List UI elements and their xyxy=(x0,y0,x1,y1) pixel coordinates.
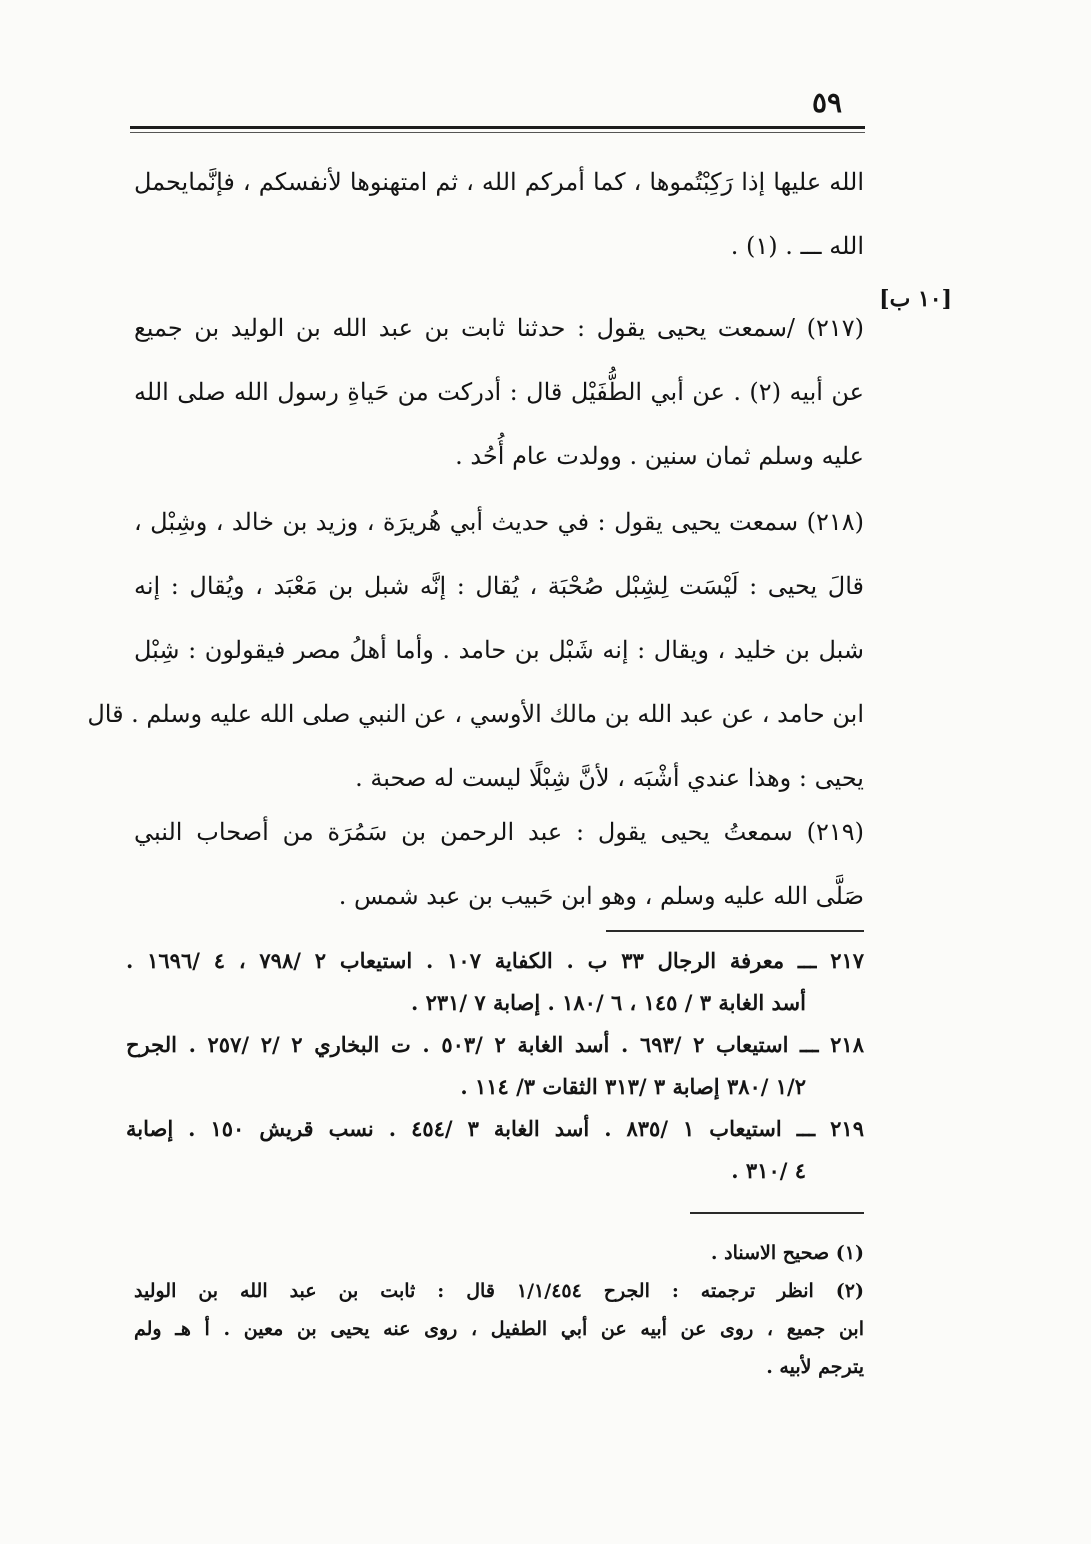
footnote-2 xyxy=(134,1272,864,1386)
notes-separator-rule xyxy=(606,930,864,932)
paragraph-219 xyxy=(134,800,864,928)
text-line: يحيى : وهذا عندي أشْبَه ، لأنَّ شِبْلًا ليست له صحبة . xyxy=(355,764,864,792)
note-line: ٢١٧ ـــ معرفة الرجال ٣٣ ب . الكفاية ١٠٧ . استيعاب ٢ /٧٩٨ ، ٤ /١٦٩٦ . xyxy=(126,948,865,973)
text-line: صَلَّى الله عليه وسلم ، وهو ابن حَبيب بن عبد شمس . xyxy=(338,882,864,910)
text-line: شبل بن خليد ، ويقال : إنه شَبْل بن حامد . وأما أهلُ مصر فيقولون : شِبْل xyxy=(134,636,864,664)
note-219 xyxy=(126,1108,864,1192)
source-notes xyxy=(126,940,864,1192)
footnote-line: (١) صحيح الاسناد . xyxy=(710,1242,864,1264)
text-line: عليه وسلم ثمان سنين . وولدت عام أُحُد . xyxy=(455,442,864,470)
text-line: (٢١٩) سمعتُ يحيى يقول : عبد الرحمن بن سَمُرَة من أصحاب النبي xyxy=(134,818,864,846)
text-line: ابن حامد ، عن عبد الله بن مالك الأوسي ، عن النبي صلى الله عليه وسلم . قال xyxy=(87,700,864,728)
paragraph-217 xyxy=(134,296,864,488)
text-line: الله عليها إذا رَكِبْتُموها ، كما أمركم الله ، ثم امتهنوها لأنفسكم ، فإنَّمايحمل xyxy=(134,168,864,196)
text-line: قالَ يحيى : لَيْسَت لِشِبْل صُحْبَة ، يُقال : إنَّه شبل بن مَعْبَد ، ويُقال : إنه xyxy=(134,572,864,600)
text-line: الله ـــ . (١) . xyxy=(730,232,864,260)
page-number: ٥٩ xyxy=(812,86,843,119)
header-rule xyxy=(130,126,865,129)
paragraph-continuation xyxy=(134,150,864,278)
note-217 xyxy=(126,940,864,1024)
note-line: ٤ /٣١٠ . xyxy=(731,1158,806,1183)
paragraph-218 xyxy=(87,490,864,810)
header-rule-thin xyxy=(130,132,865,133)
manuscript-folio-reference: [١٠ ب] xyxy=(879,286,952,312)
footnote-line: (٢) انظر ترجمته : الجرح ١/١/٤٥٤ قال : ثابت بن عبد الله بن الوليد xyxy=(134,1280,864,1302)
note-line: ١/٢ /٣٨٠ إصابة ٣ /٣١٣ الثقات ٣/ ١١٤ . xyxy=(460,1074,806,1099)
footnote-1 xyxy=(134,1234,864,1272)
text-line: (٢١٧) /سمعت يحيى يقول : حدثنا ثابت بن عبد الله بن الوليد بن جميع xyxy=(134,314,864,342)
footnote-line: يترجم لأبيه . xyxy=(766,1356,864,1378)
footnotes xyxy=(134,1234,864,1386)
note-line: ٢١٨ ـــ استيعاب ٢ /٦٩٣ . أسد الغابة ٢ /٥٠٣ . ت البخاري ٢ /٢ /٢٥٧ . الجرح xyxy=(126,1032,864,1057)
text-line: (٢١٨) سمعت يحيى يقول : في حديث أبي هُريرَة ، وزيد بن خالد ، وشِبْل ، xyxy=(134,508,864,536)
footnote-line: ابن جميع ، روى عن أبيه عن أبي الطفيل ، روى عنه يحيى بن معين . أ هـ ولم xyxy=(134,1318,864,1340)
note-line: أسد الغابة ٣ / ١٤٥ ، ٦ /١٨٠ . إصابة ٧ /٢٣١ . xyxy=(410,990,806,1015)
note-218 xyxy=(126,1024,864,1108)
footnote-separator-rule xyxy=(690,1212,864,1214)
text-line: عن أبيه (٢) . عن أبي الطُّفَيْل قال : أدركت من حَياةِ رسول الله صلى الله xyxy=(134,378,864,406)
note-line: ٢١٩ ـــ استيعاب ١ /٨٣٥ . أسد الغابة ٣ /٤٥٤ . نسب قريش ١٥٠ . إصابة xyxy=(126,1116,864,1141)
